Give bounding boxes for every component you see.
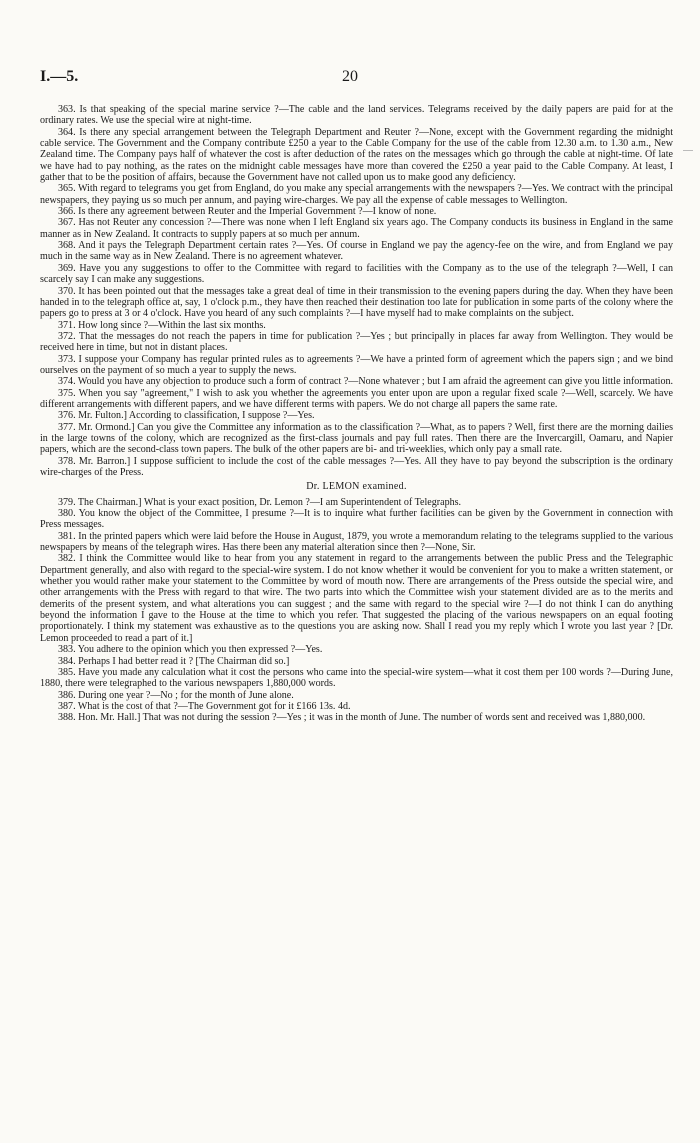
paragraph: 380. You know the object of the Committee, I presume ?—It is to inquire what further facilities can be given by the Government in connection with Press messages.	[40, 508, 673, 531]
paragraph: 378. Mr. Barron.] I suppose sufficient to include the cost of the cable messages ?—Yes. All they have to pay beyond the subscription is the ordinary wire-charges of the Press.	[40, 455, 673, 478]
paragraph: 364. Is there any special arrangement between the Telegraph Department and Reuter ?—None, except with the Government regarding the midnight cable service. The Government and the Company contribute £250 a year to the Cable Company for the use of the cable from 12.30 a.m. to 1.30 a.m., New Zealand time. The Company pays half of whatever the cost is after deduction of the rates on the messages which go through the cable at night-time. Of late we have had to pay nothing, as the rates on the midnight cable messages have more than covered the £250 a year paid to the Cable Company. At least, I gather that to be the position of affairs, because the Government have not called upon us to make good any deficiency.	[40, 126, 673, 184]
document-body	[40, 104, 673, 724]
document-reference: I.—5.	[40, 68, 79, 85]
paragraph: 363. Is that speaking of the special marine service ?—The cable and the land services. Telegrams received by the daily papers are paid for at the ordinary rates. We use the special wire at night-time.	[40, 104, 673, 127]
paragraph: 377. Mr. Ormond.] Can you give the Committee any information as to the classification ?—What, as to papers ? Well, first there are the morning dailies in the large towns of the colony, which are recognized as the first-class journals and pay full rates. Then there are the Invercargill, Oamaru, and Napier papers, which are the second-class town papers. The bulk of the other papers are bi- and tri-weeklies, which only pay a small rate.	[40, 421, 673, 456]
paragraph: 387. What is the cost of that ?—The Government got for it £166 13s. 4d.	[58, 700, 351, 712]
paragraph: 371. How long since ?—Within the last six months.	[58, 319, 266, 331]
paragraph: 381. In the printed papers which were laid before the House in August, 1879, you wrote a memorandum relating to the telegrams supplied to the various newspapers by means of the telegraph wires. Has there been any material alteration since then ?—None, Sir.	[40, 530, 673, 554]
paragraph: 373. I suppose your Company has regular printed rules as to agreements ?—We have a printed form of agreement which the papers sign ; and we bind ourselves on the payment of so much a year to supply the news.	[40, 353, 673, 376]
paragraph: 367. Has not Reuter any concession ?—There was none when I left England six years ago. The Company conducts its business in England in the same manner as in New Zealand. It contracts to supply papers at so much per annum.	[40, 217, 673, 240]
paragraph: 384. Perhaps I had better read it ? [The Chairman did so.]	[58, 655, 290, 667]
paragraph: 370. It has been pointed out that the messages take a great deal of time in their transmission to the evening papers during the day. When they have been handed in to the telegraph office at, say, 1 o'clock p.m., they have then reached their destination too late for publication in some parts of the colony where the papers go to press at 3 or 4 o'clock. Have you heard of any such complaints ?—I have myself had to make complaints on the subject.	[40, 285, 673, 320]
paragraph: 386. During one year ?—No ; for the month of June alone.	[58, 689, 294, 701]
paragraph: 368. And it pays the Telegraph Department certain rates ?—Yes. Of course in England we pay the agency-fee on the wire, and from England we pay much in the same way as in New Zealand. There is no agreement whatever.	[40, 240, 673, 263]
page-number: 20	[342, 68, 358, 85]
paragraph: 383. You adhere to the opinion which you then expressed ?—Yes.	[58, 644, 323, 656]
paragraph: 366. Is there any agreement between Reuter and the Imperial Government ?—I know of none.	[58, 206, 437, 218]
paragraph: 372. That the messages do not reach the papers in time for publication ?—Yes ; but principally in places far away from Wellington. They would be received here in time, but not in distant places.	[40, 330, 673, 354]
paragraph: 388. Hon. Mr. Hall.] That was not during the session ?—Yes ; it was in the month of June. The number of words sent and received was 1,880,000.	[58, 712, 646, 724]
paragraph: 376. Mr. Fulton.] According to classification, I suppose ?—Yes.	[58, 410, 315, 422]
paragraph: 375. When you say "agreement," I wish to ask you whether the agreements you enter upon are upon a regular fixed scale ?—Well, scarcely. We have different arrangements with different papers, and we have different terms with papers. We do not charge all papers the same rate.	[40, 387, 673, 410]
paragraph: 369. Have you any suggestions to offer to the Committee with regard to facilities with the Company as to the use of the telegraph ?—Well, I can scarcely say I can make any suggestions.	[40, 262, 673, 286]
paragraph: 365. With regard to telegrams you get from England, do you make any special arrangements with the newspapers ?—Yes. We contract with the principal newspapers, they paying us so much per annum, and paying wire-charges. We pay all the expense of cable messages to Wellington.	[40, 183, 673, 206]
paragraph: 374. Would you have any objection to produce such a form of contract ?—None whatever ; but I am afraid the agreement can give you little information.	[58, 376, 674, 388]
paragraph: 385. Have you made any calculation what it cost the persons who came into the special-wire system—what it cost them per 100 words ?—During June, 1880, there were telegraphed to the various newspapers 1,880,000 words.	[40, 666, 673, 690]
section-heading: Dr. LEMON examined.	[306, 481, 407, 493]
margin-mark	[683, 150, 693, 151]
page-header	[40, 68, 660, 88]
paragraph: 379. The Chairman.] What is your exact position, Dr. Lemon ?—I am Superintendent of Telegraphs.	[58, 496, 462, 508]
paragraph: 382. I think the Committee would like to hear from you any statement in regard to the arrangements between the public Press and the Telegraphic Department generally, and also with regard to the special-wire system. I do not know whether it would be convenient for you to make a written statement, or whether you would rather make your statement to the Committee by word of mouth now. There are arrangements of the Press outside the special wire, and other arrangements with the Press with regard to that wire. The two parts into which the Committee wish your statement divided are as to the merits and demerits of the present system, and what alterations you can suggest ; and the same with regard to the special wire ?—I do not think I can do anything beyond the information I gave to the House at the time to which you refer. That suggested the placing of the various newspapers on an equal footing proportionately. I think my statement was exhaustive as to the questions you are asking now. Shall I read you my reply which I wrote you last year ? [Dr. Lemon proceeded to read a part of it.]	[40, 553, 673, 644]
